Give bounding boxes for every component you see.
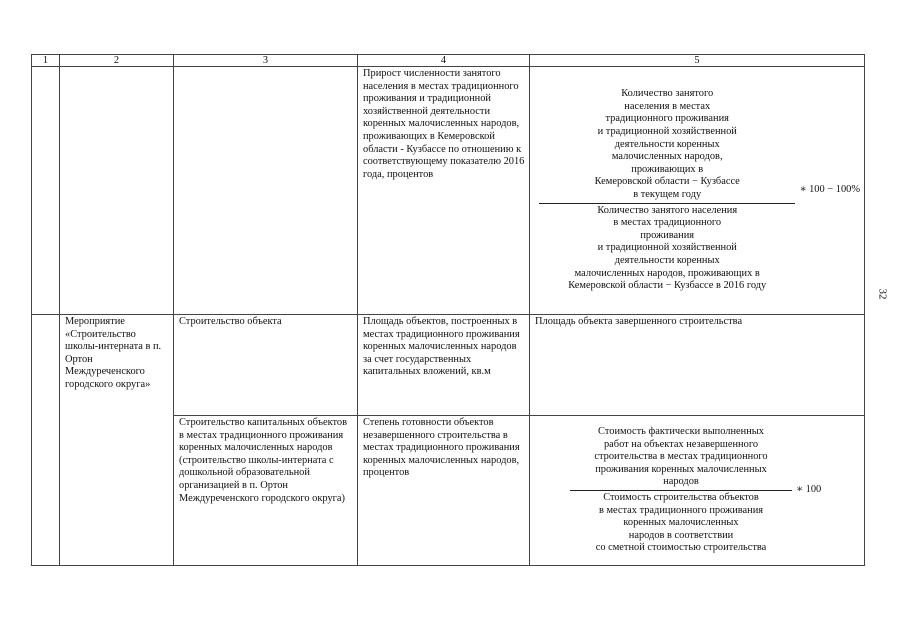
column-number: 3 <box>174 55 358 67</box>
denominator-line: и традиционной хозяйственной <box>597 242 737 254</box>
column-number: 4 <box>358 55 530 67</box>
denominator-line: Стоимость строительства объектов <box>603 492 759 503</box>
population-growth-formula <box>535 88 860 293</box>
denominator-line: в местах традиционного <box>613 217 722 229</box>
table-row <box>32 315 865 416</box>
numerator-line: населения в местах <box>624 100 711 112</box>
indicators-table <box>31 54 865 566</box>
numerator-line: традиционного проживания <box>605 113 729 125</box>
measure-name: Мероприятие «Строительство школы-интерната в п. Ортон Междуреченского городского округа» <box>60 315 174 566</box>
formula-multiplier: ∗ 100 − 100% <box>799 184 860 196</box>
formula-cell <box>530 416 865 566</box>
numerator-line: в текущем году <box>633 189 702 200</box>
numerator-line: и традиционной хозяйственной <box>597 126 737 138</box>
cell-empty <box>174 67 358 315</box>
denominator-line: деятельности коренных <box>614 254 720 266</box>
fraction <box>570 426 792 555</box>
indicator-description: Прирост численности занятого населения в местах традиционного проживания и традиционной хозяйственной деятельности коренных малочисленных народов, проживающих в Кемеровской области - Кузбассе по отношению к соответствующему показателю 2016 года, процентов <box>358 67 530 315</box>
denominator-line: в местах традиционного проживания <box>598 504 764 516</box>
denominator-line: со сметной стоимостью строительства <box>595 542 767 554</box>
cell-empty <box>32 67 60 315</box>
indicator-description: Степень готовности объектов незавершенного строительства в местах традиционного проживания коренных малочисленных народов, процентов <box>358 416 530 566</box>
readiness-formula <box>535 426 860 555</box>
denominator <box>570 490 792 555</box>
denominator <box>539 203 795 293</box>
numerator-line: деятельности коренных <box>614 138 720 150</box>
column-number: 2 <box>60 55 174 67</box>
numerator-line: проживающих в <box>631 163 704 175</box>
numerator-line: малочисленных народов, <box>611 151 723 163</box>
denominator-line: Количество занятого населения <box>597 204 738 216</box>
denominator-line: малочисленных народов, проживающих в <box>574 267 760 279</box>
numerator <box>570 426 792 490</box>
page-number: 32 <box>876 288 889 300</box>
denominator-line: Кемеровской области − Кузбассе в 2016 году <box>568 280 767 292</box>
formula-cell <box>530 67 865 315</box>
cell-empty <box>32 315 60 566</box>
numerator-line: народов <box>663 476 699 488</box>
numerator-line: Кемеровской области − Кузбассе <box>594 176 740 188</box>
indicator-description: Площадь объектов, построенных в местах традиционного проживания коренных малочисленных народов за счет государственных капитальных вложений, кв.м <box>358 315 530 416</box>
column-number-row <box>32 55 865 67</box>
numerator-line: проживания коренных малочисленных <box>595 463 767 475</box>
fraction <box>539 88 795 293</box>
formula-multiplier: ∗ 100 <box>796 484 822 496</box>
column-number: 1 <box>32 55 60 67</box>
calculation-method: Площадь объекта завершенного строительства <box>530 315 865 416</box>
numerator <box>539 88 795 202</box>
denominator-line: коренных малочисленных <box>623 517 739 529</box>
numerator-line: Стоимость фактически выполненных <box>598 426 764 438</box>
numerator-line: работ на объектах незавершенного <box>603 438 759 450</box>
numerator-line: строительства в местах традиционного <box>594 451 768 463</box>
task-name: Строительство объекта <box>174 315 358 416</box>
task-name: Строительство капитальных объектов в местах традиционного проживания коренных малочисленных народов (строительство школы-интерната с дошкольной образовательной организацией в п. Ортон Междуреченского городского округа) <box>174 416 358 566</box>
numerator-line: Количество занятого <box>621 88 714 100</box>
denominator-line: народов в соответствии <box>628 529 734 541</box>
cell-empty <box>60 67 174 315</box>
table-row <box>32 67 865 315</box>
column-number: 5 <box>530 55 865 67</box>
denominator-line: проживания <box>640 229 695 241</box>
